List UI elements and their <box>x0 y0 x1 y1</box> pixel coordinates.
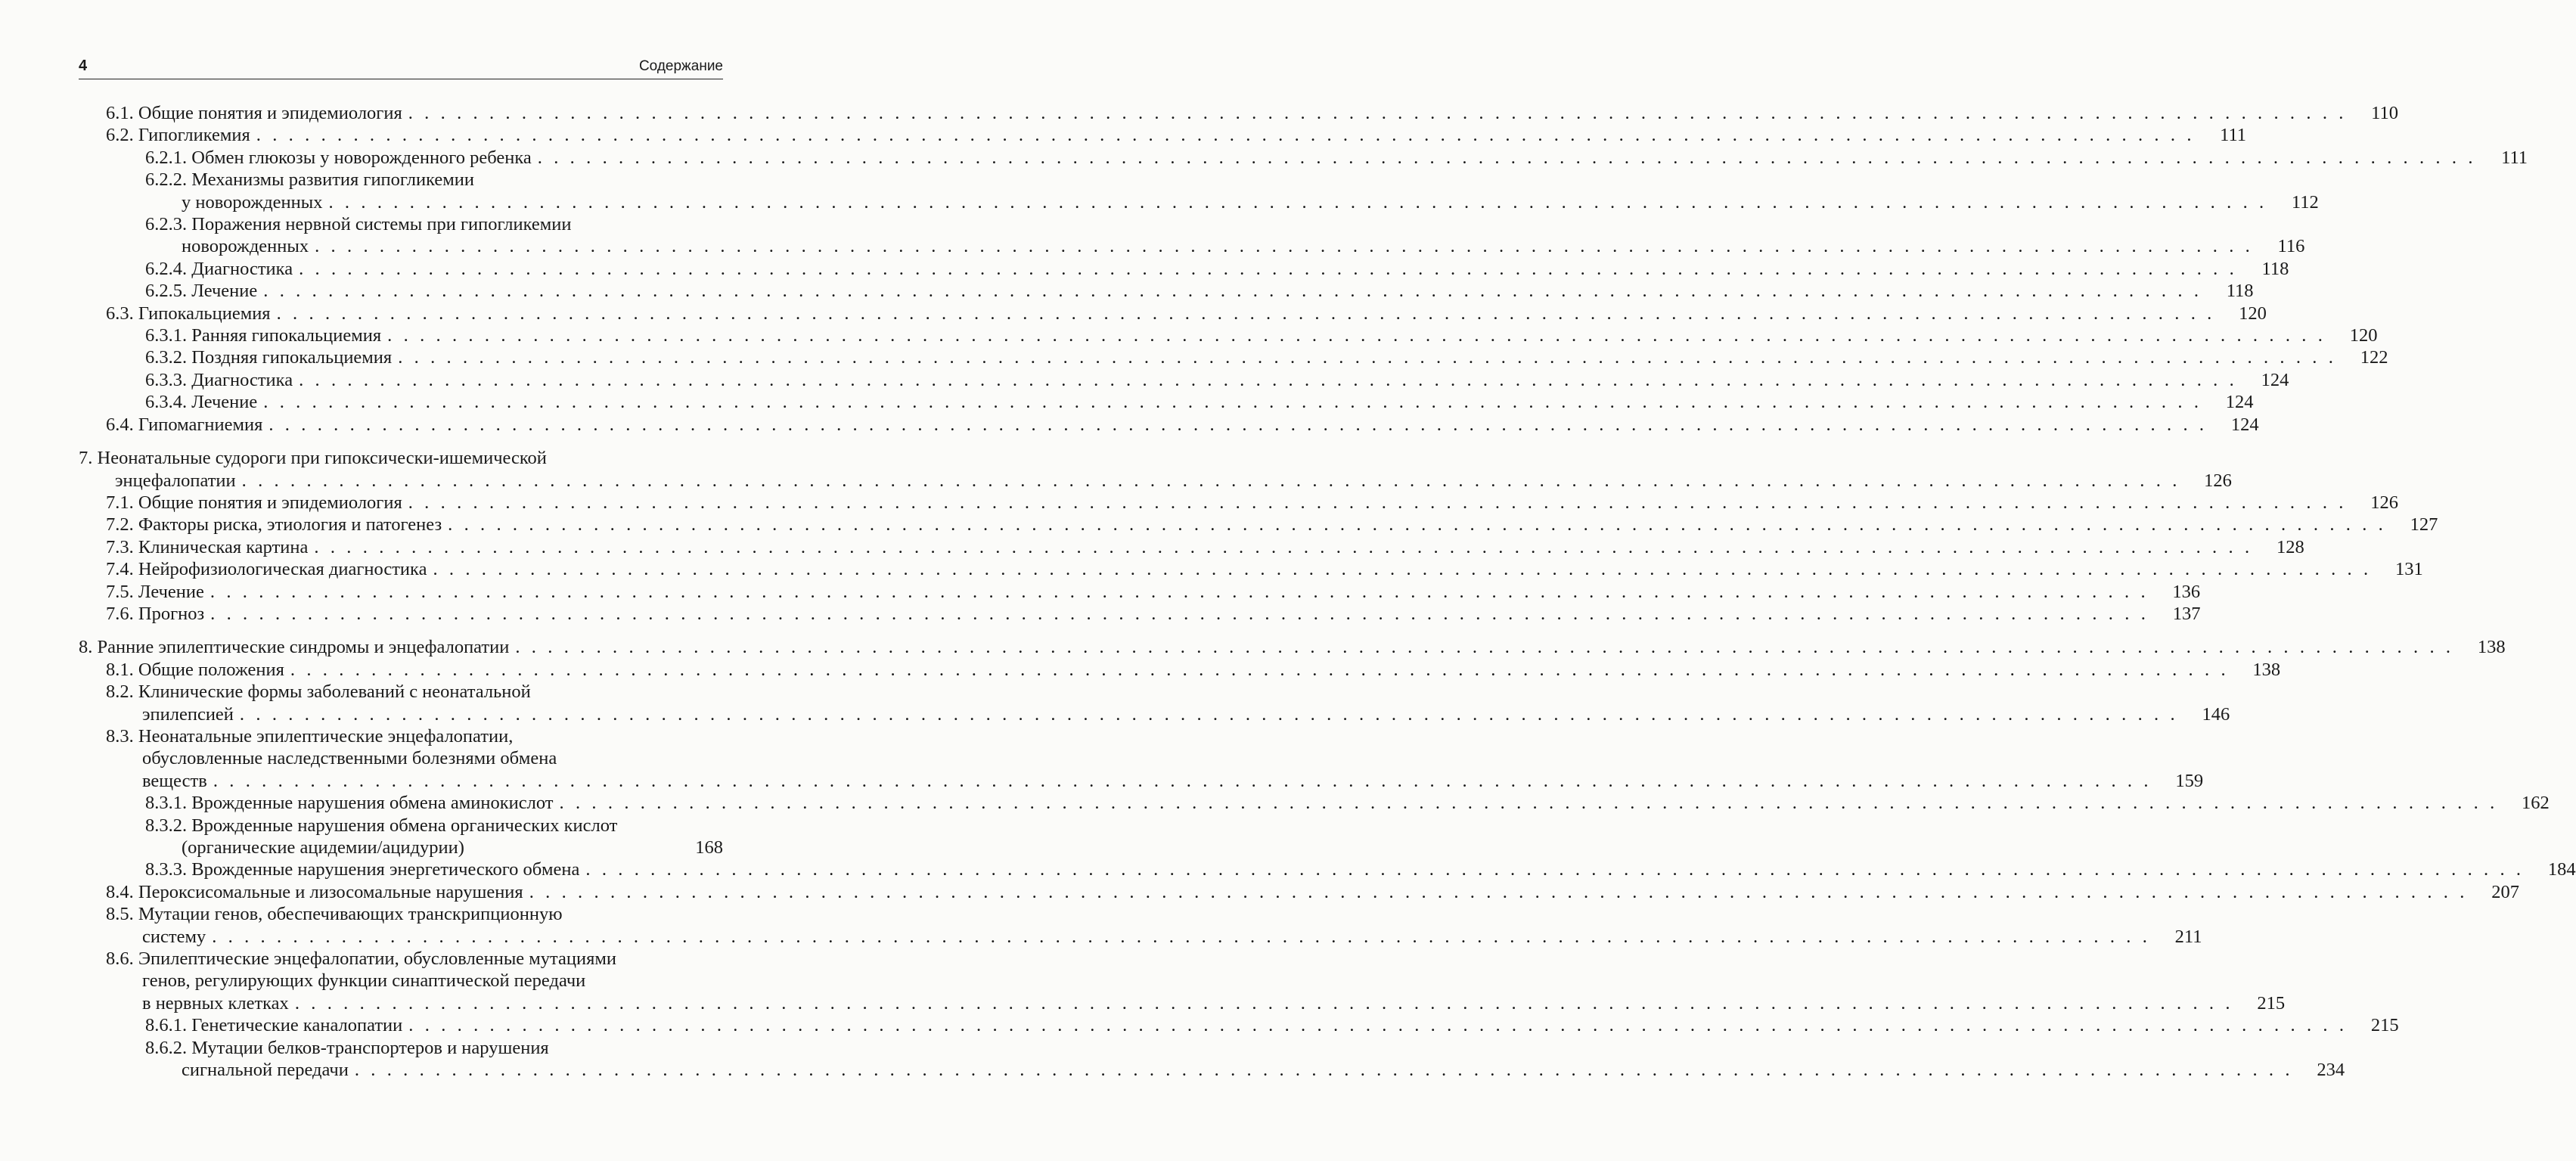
toc-entry-title-line: 8.3.1. Врожденные нарушения обмена аминокислот <box>145 793 554 814</box>
toc-entry-title-line: обусловленные наследственными болезнями обмена <box>142 748 557 769</box>
toc-page-number: 124 <box>2225 392 2254 413</box>
toc-page-number: 124 <box>2261 369 2289 390</box>
toc-page-number: 211 <box>2174 926 2202 947</box>
toc-entry-row <box>145 391 2254 413</box>
toc-entry-row <box>145 258 2289 280</box>
toc-entry <box>79 725 2204 792</box>
toc-entry-title-line: 8.6.2. Мутации белков-транспортеров и нарушения <box>145 1037 549 1058</box>
toc-entry-title-line: у новорожденных <box>182 191 323 213</box>
toc-entry <box>79 881 2519 903</box>
toc-entry-title-line: 6.3.4. Лечение <box>145 392 258 413</box>
toc-entry-row <box>106 536 2304 558</box>
toc-entry-row <box>106 514 2438 535</box>
toc-entry-row <box>145 1059 2345 1081</box>
toc-entry <box>79 1014 2399 1036</box>
dot-leader: . . . . . . . . . . . . . . . . . . . . . . . . . . . . . . . . . . . . . . . . . . . . . . . . . . . . . . . . . . . . . . . . . . . . . . . . . . . . . . . . . . . . . . . . . . . . . . . . . . . . . . . . . . . . . . . . . . . . . . . . <box>448 514 2387 535</box>
dot-leader: . . . . . . . . . . . . . . . . . . . . . . . . . . . . . . . . . . . . . . . . . . . . . . . . . . . . . . . . . . . . . . . . . . . . . . . . . . . . . . . . . . . . . . . . . . . . . . . . . . . . . . . . . . . . . . . . . . . . . . . . <box>209 581 2149 602</box>
toc-page-number: 138 <box>2252 659 2281 680</box>
toc-entry-row <box>145 191 2319 213</box>
toc-entry-row <box>106 492 2399 514</box>
dot-leader: . . . . . . . . . . . . . . . . . . . . . . . . . . . . . . . . . . . . . . . . . . . . . . . . . . . . . . . . . . . . . . . . . . . . . . . . . . . . . . . . . . . . . . . . . . . . . . . . . . . . . . . . . . . . . . . . . . . . . . . . <box>315 236 2254 257</box>
toc-entry-row <box>106 124 2247 146</box>
dot-leader: . . . . . . . . . . . . . . . . . . . . . . . . . . . . . . . . . . . . . . . . . . . . . . . . . . . . . . . . . . . . . . . . . . . . . . . . . . . . . . . . . . . . . . . . . . . . . . . . . . . . . . . . . . . . . . . . . . . . . . . . <box>212 926 2151 947</box>
toc-page-number: 126 <box>2204 470 2232 491</box>
dot-leader: . . . . . . . . . . . . . . . . . . . . . . . . . . . . . . . . . . . . . . . . . . . . . . . . . . . . . . . . . . . . . . . . . . . . . . . . . . . . . . . . . . . . . . . . . . . . . . . . . . . . . . . . . . . . . . . . . . . . . . . . <box>314 536 2253 557</box>
toc-page-number: 146 <box>2202 703 2230 725</box>
dot-leader: . . . . . . . . . . . . . . . . . . . . . . . . . . . . . . . . . . . . . . . . . . . . . . . . . . . . . . . . . . . . . . . . . . . . . . . . . . . . . . . . . . . . . . . . . . . . . . . . . . . . . . . . . . . . . . . . . . . . . . . . <box>290 659 2230 680</box>
toc-entry-title-line: генов, регулирующих функции синаптической передачи <box>142 970 586 992</box>
toc-entry <box>79 558 2423 580</box>
dot-leader: . . . . . . . . . . . . . . . . . . . . . . . . . . . . . . . . . . . . . . . . . . . . . . . . . . . . . . . . . . . . . . . . . . . . . . . . . . . . . . . . . . . . . . . . . . . . . . . . . . . . . . . . . . . . . . . . . . . . . . . . <box>408 103 2348 123</box>
dot-leader: . . . . . . . . . . . . . . . . . . . . . . . . . . . . . . . . . . . . . . . . . . . . . . . . . . . . . . . . . . . . . . . . . . . . . . . . . . . . . . . . . . . . . . . . . . . . . . . . . . . . . . . . . . . . . . . . . . . . . . . . <box>294 992 2234 1014</box>
toc-entry-title-line: 7.2. Факторы риска, этиология и патогенез <box>106 514 442 535</box>
running-title: Содержание <box>638 58 723 74</box>
toc-entry-title-line: в нервных клетках <box>142 992 289 1014</box>
toc-entry-title-line: 7.3. Клиническая картина <box>106 536 309 557</box>
toc-entry-title-line: новорожденных <box>182 236 309 257</box>
toc-entry-title-line: 8. Ранние эпилептические синдромы и энцефалопатии <box>79 637 510 658</box>
dot-leader: . . . . . . . . . . . . . . . . . . . . . . . . . . . . . . . . . . . . . . . . . . . . . . . . . . . . . . . . . . . . . . . . . . . . . . . . . . . . . . . . . . . . . . . . . . . . . . . . . . . . . . . . . . . . . . . . . . . . . . . . <box>210 603 2149 624</box>
toc-entry-title-line: 7.5. Лечение <box>106 581 204 602</box>
toc-entry <box>79 581 2201 603</box>
toc-page-number: 118 <box>2261 258 2289 279</box>
toc-page-number: 110 <box>2371 103 2399 123</box>
dot-leader: . . . . . . . . . . . . . . . . . . . . . . . . . . . . . . . . . . . . . . . . . . . . . . . . . . . . . . . . . . . . . . . . . . . . . . . . . . . . . . . . . . . . . . . . . . . . . . . . . . . . . . . . . . . . . . . . . . . . . . . . <box>276 303 2215 324</box>
toc-entry-title-line: 8.4. Пероксисомальные и лизосомальные нарушения <box>106 881 523 902</box>
toc-page-number: 122 <box>2360 347 2388 368</box>
toc-entry <box>79 903 2202 948</box>
toc-page-number: 136 <box>2172 581 2201 602</box>
toc-entry <box>79 659 2281 681</box>
toc-entry <box>79 147 2528 169</box>
toc-page-number: 120 <box>2239 303 2267 324</box>
toc-page-number: 118 <box>2226 281 2254 302</box>
toc-entry <box>79 792 2550 814</box>
toc-entry-row <box>145 147 2528 169</box>
toc-entry-title-line: веществ <box>142 770 207 791</box>
toc-entry <box>79 280 2254 302</box>
toc-entry-title-line: 6.2.4. Диагностика <box>145 258 293 279</box>
table-of-contents <box>79 102 2576 1081</box>
dot-leader: . . . . . . . . . . . . . . . . . . . . . . . . . . . . . . . . . . . . . . . . . . . . . . . . . . . . . . . . . . . . . . . . . . . . . . . . . . . . . . . . . . . . . . . . . . . . . . . . . . . . . . . . . . . . . . . . . . . . . . . . <box>398 347 2337 368</box>
toc-entry-title-line: 6.3.1. Ранняя гипокальциемия <box>145 325 382 346</box>
toc-entry-row <box>106 603 2201 625</box>
toc-page-number: 215 <box>2370 1015 2399 1036</box>
toc-entry-row <box>106 770 2204 792</box>
toc-entry <box>79 536 2304 558</box>
toc-entry <box>79 169 2319 213</box>
toc-entry-row <box>145 324 2378 346</box>
dot-leader: . . . . . . . . . . . . . . . . . . . . . . . . . . . . . . . . . . . . . . . . . . . . . . . . . . . . . . . . . . . . . . . . . . . . . . . . . . . . . . . . . . . . . . . . . . . . . . . . . . . . . . . . . . . . . . . . . . . . . . . . <box>263 392 2202 413</box>
toc-entry-title-line: 8.6. Эпилептические энцефалопатии, обусловленные мутациями <box>106 948 617 970</box>
dot-leader: . . . . . . . . . . . . . . . . . . . . . . . . . . . . . . . . . . . . . . . . . . . . . . . . . . . . . . . . . . . . . . . . . . . . . . . . . . . . . . . . . . . . . . . . . . . . . . . . . . . . . . . . . . . . . . . . . . . . . . . . <box>328 191 2267 213</box>
dot-leader: . . . . . . . . . . . . . . . . . . . . . . . . . . . . . . . . . . . . . . . . . . . . . . . . . . . . . . . . . . . . . . . . . . . . . . . . . . . . . . . . . . . . . . . . . . . . . . . . . . . . . . . . . . . . . . . . . . . . . . . . <box>559 793 2498 814</box>
toc-page-number: 111 <box>2220 125 2247 146</box>
toc-page-number: 131 <box>2394 559 2423 580</box>
toc-entry-title-line: 7.4. Нейрофизиологическая диагностика <box>106 559 427 580</box>
toc-entry-row <box>79 636 2506 658</box>
toc-entry-title-line: 6.1. Общие понятия и эпидемиология <box>106 103 402 123</box>
toc-entry-title-line: сигнальной передачи <box>182 1060 349 1081</box>
page-header <box>79 53 723 79</box>
toc-page-number: 234 <box>2317 1060 2345 1081</box>
dot-leader: . . . . . . . . . . . . . . . . . . . . . . . . . . . . . . . . . . . . . . . . . . . . . . . . . . . . . . . . . . . . . . . . . . . . . . . . . . . . . . . . . . . . . . . . . . . . . . . . . . . . . . . . . . . . . . . . . . . . . . . . <box>256 125 2196 146</box>
dot-leader: . . . . . . . . . . . . . . . . . . . . . . . . . . . . . . . . . . . . . . . . . . . . . . . . . . . . . . . . . . . . . . . . . . . . . . . . . . . . . . . . . . . . . . . . . . . . . . . . . . . . . . . . . . . . . . . . . . . . . . . . <box>241 470 2180 491</box>
toc-page-number: 184 <box>2547 859 2576 880</box>
toc-entry-title-line: 6.3.3. Диагностика <box>145 369 293 390</box>
toc-entry-row <box>145 369 2289 391</box>
toc-entry <box>79 447 2232 492</box>
toc-page-number: 120 <box>2349 325 2378 346</box>
toc-entry-row <box>106 659 2281 681</box>
toc-entry <box>79 603 2201 625</box>
toc-entry <box>79 303 2267 324</box>
toc-page-number: 111 <box>2501 147 2528 168</box>
toc-page-number: 207 <box>2491 881 2519 902</box>
toc-entry-title-line: 7. Неонатальные судороги при гипоксически-ишемической <box>79 448 547 469</box>
toc-entry-title-line: 8.6.1. Генетические каналопатии <box>145 1015 403 1036</box>
toc-entry <box>79 815 723 859</box>
toc-entry <box>79 636 2506 658</box>
toc-entry <box>79 1037 2345 1082</box>
toc-page-number: 215 <box>2257 992 2286 1014</box>
toc-entry-row <box>145 280 2254 302</box>
toc-entry-title-line: энцефалопатии <box>115 470 236 491</box>
toc-entry-title-line: 8.1. Общие положения <box>106 659 284 680</box>
toc-entry-title-line: 6.4. Гипомагниемия <box>106 414 263 435</box>
toc-page-number: 168 <box>695 837 723 858</box>
toc-entry <box>79 391 2254 413</box>
page-number: 4 <box>79 57 88 74</box>
toc-entry-title-line: 7.1. Общие понятия и эпидемиология <box>106 492 402 513</box>
toc-entry-row <box>145 858 2576 880</box>
dot-leader: . . . . . . . . . . . . . . . . . . . . . . . . . . . . . . . . . . . . . . . . . . . . . . . . . . . . . . . . . . . . . . . . . . . . . . . . . . . . . . . . . . . . . . . . . . . . . . . . . . . . . . . . . . . . . . . . . . . . . . . . <box>354 1060 2294 1081</box>
toc-entry <box>79 858 2576 880</box>
toc-entry-title-line: 7.6. Прогноз <box>106 603 205 624</box>
dot-leader: . . . . . . . . . . . . . . . . . . . . . . . . . . . . . . . . . . . . . . . . . . . . . . . . . . . . . . . . . . . . . . . . . . . . . . . . . . . . . . . . . . . . . . . . . . . . . . . . . . . . . . . . . . . . . . . . . . . . . . . . <box>585 859 2525 880</box>
toc-entry-row <box>106 558 2423 580</box>
toc-entry <box>79 213 2305 258</box>
toc-page-number: 159 <box>2175 770 2204 791</box>
dot-leader: . . . . . . . . . . . . . . . . . . . . . . . . . . . . . . . . . . . . . . . . . . . . . . . . . . . . . . . . . . . . . . . . . . . . . . . . . . . . . . . . . . . . . . . . . . . . . . . . . . . . . . . . . . . . . . . . . . . . . . . . <box>213 770 2152 791</box>
toc-entry <box>79 369 2289 391</box>
toc-entry <box>79 514 2438 535</box>
dot-leader: . . . . . . . . . . . . . . . . . . . . . . . . . . . . . . . . . . . . . . . . . . . . . . . . . . . . . . . . . . . . . . . . . . . . . . . . . . . . . . . . . . . . . . . . . . . . . . . . . . . . . . . . . . . . . . . . . . . . . . . . <box>263 281 2202 302</box>
dot-leader: . . . . . . . . . . . . . . . . . . . . . . . . . . . . . . . . . . . . . . . . . . . . . . . . . . . . . . . . . . . . . . . . . . . . . . . . . . . . . . . . . . . . . . . . . . . . . . . . . . . . . . . . . . . . . . . . . . . . . . . . <box>299 369 2238 390</box>
toc-entry-row <box>106 414 2259 436</box>
dot-leader: . . . . . . . . . . . . . . . . . . . . . . . . . . . . . . . . . . . . . . . . . . . . . . . . . . . . . . . . . . . . . . . . . . . . . . . . . . . . . . . . . . . . . . . . . . . . . . . . . . . . . . . . . . . . . . . . . . . . . . . . <box>537 147 2477 168</box>
toc-entry-row <box>145 792 2550 814</box>
toc-page-number: 138 <box>2477 637 2506 658</box>
toc-entry <box>79 102 2399 124</box>
toc-page-number: 112 <box>2291 191 2319 213</box>
toc-entry-row <box>145 1014 2399 1036</box>
toc-entry-row <box>106 581 2201 603</box>
toc-entry <box>79 492 2399 514</box>
dot-leader: . . . . . . . . . . . . . . . . . . . . . . . . . . . . . . . . . . . . . . . . . . . . . . . . . . . . . . . . . . . . . . . . . . . . . . . . . . . . . . . . . . . . . . . . . . . . . . . . . . . . . . . . . . . . . . . . . . . . . . . . <box>268 414 2208 435</box>
toc-page-number: 116 <box>2277 236 2305 257</box>
dot-leader: . . . . . . . . . . . . . . . . . . . . . . . . . . . . . . . . . . . . . . . . . . . . . . . . . . . . . . . . . . . . . . . . . . . . . . . . . . . . . . . . . . . . . . . . . . . . . . . . . . . . . . . . . . . . . . . . . . . . . . . . <box>408 1015 2348 1036</box>
toc-entry-row <box>106 926 2202 948</box>
toc-entry-row <box>106 102 2399 124</box>
toc-entry-title-line: 6.2.5. Лечение <box>145 281 258 302</box>
toc-entry-title-line: эпилепсией <box>142 703 234 725</box>
toc-entry <box>79 681 2230 725</box>
toc-entry-title-line: 8.2. Клинические формы заболеваний с неонатальной <box>106 681 531 703</box>
toc-entry-row <box>145 235 2305 257</box>
dot-leader: . . . . . . . . . . . . . . . . . . . . . . . . . . . . . . . . . . . . . . . . . . . . . . . . . . . . . . . . . . . . . . . . . . . . . . . . . . . . . . . . . . . . . . . . . . . . . . . . . . . . . . . . . . . . . . . . . . . . . . . . <box>299 258 2238 279</box>
toc-entry-title-line: (органические ацидемии/ацидурии) <box>182 837 464 858</box>
toc-entry-title-line: 8.5. Мутации генов, обеспечивающих транскрипционную <box>106 904 563 925</box>
toc-page-number: 124 <box>2230 414 2259 435</box>
toc-page-number: 137 <box>2172 603 2201 624</box>
dot-leader: . . . . . . . . . . . . . . . . . . . . . . . . . . . . . . . . . . . . . . . . . . . . . . . . . . . . . . . . . . . . . . . . . . . . . . . . . . . . . . . . . . . . . . . . . . . . . . . . . . . . . . . . . . . . . . . . . . . . . . . . <box>529 881 2468 902</box>
toc-entry-title-line: 6.2.1. Обмен глюкозы у новорожденного ребенка <box>145 147 532 168</box>
dot-leader: . . . . . . . . . . . . . . . . . . . . . . . . . . . . . . . . . . . . . . . . . . . . . . . . . . . . . . . . . . . . . . . . . . . . . . . . . . . . . . . . . . . . . . . . . . . . . . . . . . . . . . . . . . . . . . . . . . . . . . . . <box>239 703 2179 725</box>
toc-entry-title-line: 8.3.2. Врожденные нарушения обмена органических кислот <box>145 815 618 836</box>
toc-entry-row <box>106 703 2230 725</box>
toc-entry <box>79 346 2388 368</box>
toc-page-number: 128 <box>2276 536 2304 557</box>
dot-leader: . . . . . . . . . . . . . . . . . . . . . . . . . . . . . . . . . . . . . . . . . . . . . . . . . . . . . . . . . . . . . . . . . . . . . . . . . . . . . . . . . . . . . . . . . . . . . . . . . . . . . . . . . . . . . . . . . . . . . . . . <box>387 325 2326 346</box>
toc-page-number: 162 <box>2522 793 2550 814</box>
toc-entry <box>79 948 2286 1014</box>
toc-entry-row <box>145 837 723 858</box>
toc-page-number: 127 <box>2410 514 2438 535</box>
dot-leader: . . . . . . . . . . . . . . . . . . . . . . . . . . . . . . . . . . . . . . . . . . . . . . . . . . . . . . . . . . . . . . . . . . . . . . . . . . . . . . . . . . . . . . . . . . . . . . . . . . . . . . . . . . . . . . . . . . . . . . . . <box>433 559 2372 580</box>
toc-entry <box>79 258 2289 280</box>
toc-entry <box>79 124 2247 146</box>
toc-entry <box>79 324 2378 346</box>
toc-entry-row <box>106 992 2286 1014</box>
toc-entry-title-line: 6.2. Гипогликемия <box>106 125 250 146</box>
toc-entry-row <box>106 303 2267 324</box>
toc-entry-row <box>106 881 2519 903</box>
toc-entry-title-line: систему <box>142 926 206 947</box>
toc-entry-row <box>145 346 2388 368</box>
toc-entry-title-line: 6.2.3. Поражения нервной системы при гипогликемии <box>145 214 572 235</box>
toc-entry-row <box>79 470 2232 492</box>
toc-entry-title-line: 6.3.2. Поздняя гипокальциемия <box>145 347 393 368</box>
toc-entry-title-line: 6.3. Гипокальциемия <box>106 303 271 324</box>
toc-entry-title-line: 8.3. Неонатальные эпилептические энцефалопатии, <box>106 725 514 747</box>
dot-leader: . . . . . . . . . . . . . . . . . . . . . . . . . . . . . . . . . . . . . . . . . . . . . . . . . . . . . . . . . . . . . . . . . . . . . . . . . . . . . . . . . . . . . . . . . . . . . . . . . . . . . . . . . . . . . . . . . . . . . . . . <box>408 492 2348 513</box>
toc-entry-title-line: 6.2.2. Механизмы развития гипогликемии <box>145 169 474 191</box>
toc-entry <box>79 414 2259 436</box>
toc-page-number: 126 <box>2370 492 2399 513</box>
toc-entry-title-line: 8.3.3. Врожденные нарушения энергетического обмена <box>145 859 580 880</box>
dot-leader: . . . . . . . . . . . . . . . . . . . . . . . . . . . . . . . . . . . . . . . . . . . . . . . . . . . . . . . . . . . . . . . . . . . . . . . . . . . . . . . . . . . . . . . . . . . . . . . . . . . . . . . . . . . . . . . . . . . . . . . . <box>515 637 2454 658</box>
